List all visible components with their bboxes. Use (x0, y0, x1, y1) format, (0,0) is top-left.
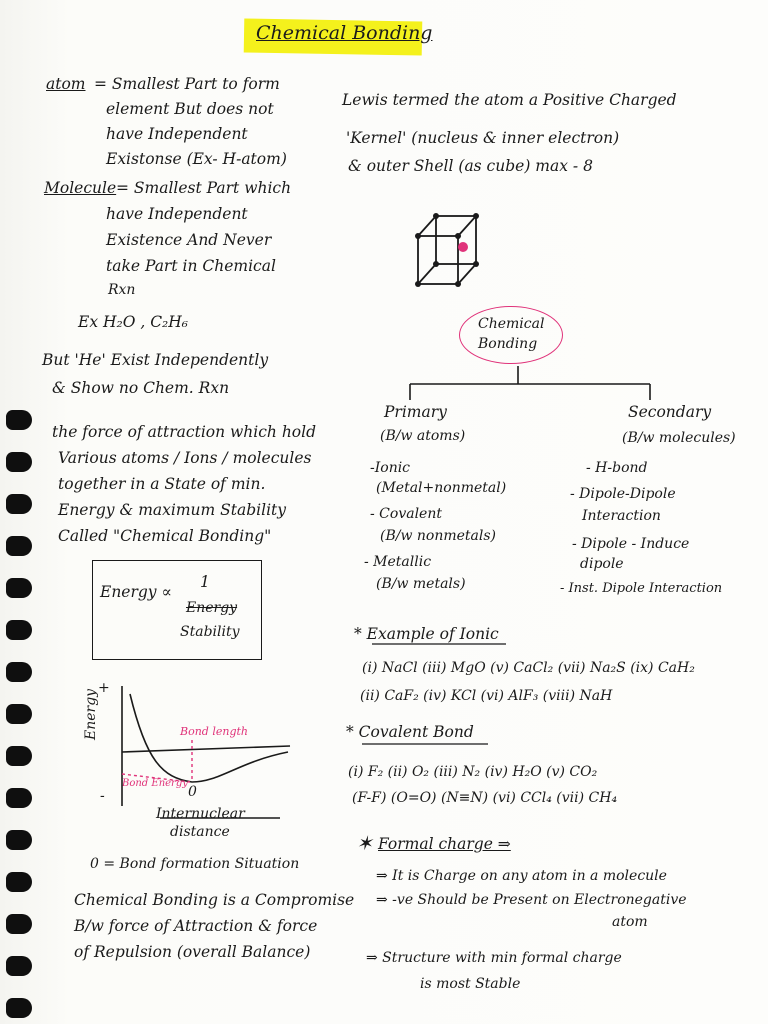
lewis-line: 'Kernel' (nucleus & inner electron) (346, 129, 620, 147)
classification-tree (410, 366, 650, 400)
definition-line: Energy & maximum Stability (58, 501, 287, 519)
primary-item: - Covalent (370, 506, 442, 522)
graph-plus: + (98, 680, 110, 696)
he-line: But 'He' Exist Independently (42, 351, 269, 369)
graph-minus: - (100, 788, 105, 804)
atom-term: atom (46, 75, 86, 93)
primary-item: -Ionic (370, 460, 411, 476)
molecule-term: Molecule (44, 179, 117, 197)
definition-line: Various atoms / Ions / molecules (58, 449, 312, 467)
molecule-line: take Part in Chemical (106, 257, 276, 275)
bond-energy-label: Bond Energy (122, 778, 188, 789)
molecule-example: Ex H₂O , C₂H₆ (78, 313, 189, 331)
lewis-line: Lewis termed the atom a Positive Charged (342, 91, 677, 109)
graph-x-label: Internuclear (156, 806, 245, 822)
page-title: Chemical Bonding (256, 22, 433, 44)
ionic-row: (ii) CaF₂ (iv) KCl (vi) AlF₃ (viii) NaH (360, 688, 613, 704)
molecule-line: Rxn (108, 282, 136, 298)
formal-line: ⇒ -ve Should be Present on Electronegative (376, 892, 687, 908)
secondary-item: - Inst. Dipole Interaction (560, 581, 723, 596)
formal-line: atom (612, 914, 648, 930)
kernel-dot (458, 242, 468, 252)
primary-item: (B/w nonmetals) (380, 528, 497, 544)
secondary-item: Interaction (582, 508, 661, 524)
lewis-line: & outer Shell (as cube) max - 8 (348, 157, 593, 175)
secondary-title: Secondary (628, 403, 712, 421)
molecule-line: = Smallest Part which (116, 179, 292, 197)
star-icon: ✶ (356, 831, 373, 855)
energy-graph (122, 686, 290, 818)
secondary-item: dipole (580, 556, 624, 572)
definition-line: Called "Chemical Bonding" (58, 527, 272, 545)
structure-line: ⇒ Structure with min formal charge (366, 950, 622, 966)
secondary-item: - H-bond (586, 460, 648, 476)
formula-denominator: Stability (180, 624, 240, 640)
compromise-line: Chemical Bonding is a Compromise (74, 891, 355, 909)
atom-line: element But does not (106, 100, 274, 118)
compromise-line: of Repulsion (overall Balance) (74, 943, 311, 961)
bubble-line: Chemical (478, 316, 545, 332)
covalent-row: (i) F₂ (ii) O₂ (iii) N₂ (iv) H₂O (v) CO₂ (348, 764, 598, 780)
formal-heading: Formal charge ⇒ (378, 835, 511, 853)
primary-title: Primary (384, 403, 447, 421)
formal-line: ⇒ It is Charge on any atom in a molecule (376, 868, 667, 884)
formula-numerator: 1 (200, 573, 210, 591)
covalent-heading: * Covalent Bond (346, 723, 474, 741)
primary-item: (B/w metals) (376, 576, 466, 592)
formula-lhs: Energy ∝ (100, 583, 172, 601)
formula-denominator-struck: Energy (186, 600, 238, 616)
graph-x-label2: distance (170, 824, 230, 840)
bond-length-label: Bond length (180, 725, 248, 738)
graph-note: 0 = Bond formation Situation (90, 856, 300, 872)
molecule-line: Existence And Never (106, 231, 272, 249)
definition-line: the force of attraction which hold (52, 423, 317, 441)
compromise-line: B/w force of Attraction & force (74, 917, 318, 935)
bubble-line: Bonding (478, 336, 538, 352)
cube-drawing (418, 216, 476, 284)
graph-zero: 0 (188, 784, 197, 800)
structure-line: is most Stable (420, 976, 521, 992)
secondary-item: - Dipole - Induce (572, 536, 690, 552)
secondary-item: - Dipole-Dipole (570, 486, 676, 502)
graph-y-label: Energy (83, 688, 99, 740)
covalent-row: (F-F) (O=O) (N≡N) (vi) CCl₄ (vii) CH₄ (352, 790, 618, 806)
ionic-row: (i) NaCl (iii) MgO (v) CaCl₂ (vii) Na₂S (ix) CaH₂ (362, 660, 695, 676)
primary-sub: (B/w atoms) (380, 428, 466, 444)
atom-line: have Independent (106, 125, 248, 143)
ionic-heading: * Example of Ionic (354, 625, 499, 643)
primary-item: (Metal+nonmetal) (376, 480, 507, 496)
atom-line: = Smallest Part to form (94, 75, 280, 93)
definition-line: together in a State of min. (58, 475, 266, 493)
secondary-sub: (B/w molecules) (622, 430, 736, 446)
bond-markers (122, 740, 192, 782)
he-line: & Show no Chem. Rxn (52, 379, 230, 397)
atom-line: Existonse (Ex- H-atom) (106, 150, 287, 168)
primary-item: - Metallic (364, 554, 432, 570)
molecule-line: have Independent (106, 205, 248, 223)
